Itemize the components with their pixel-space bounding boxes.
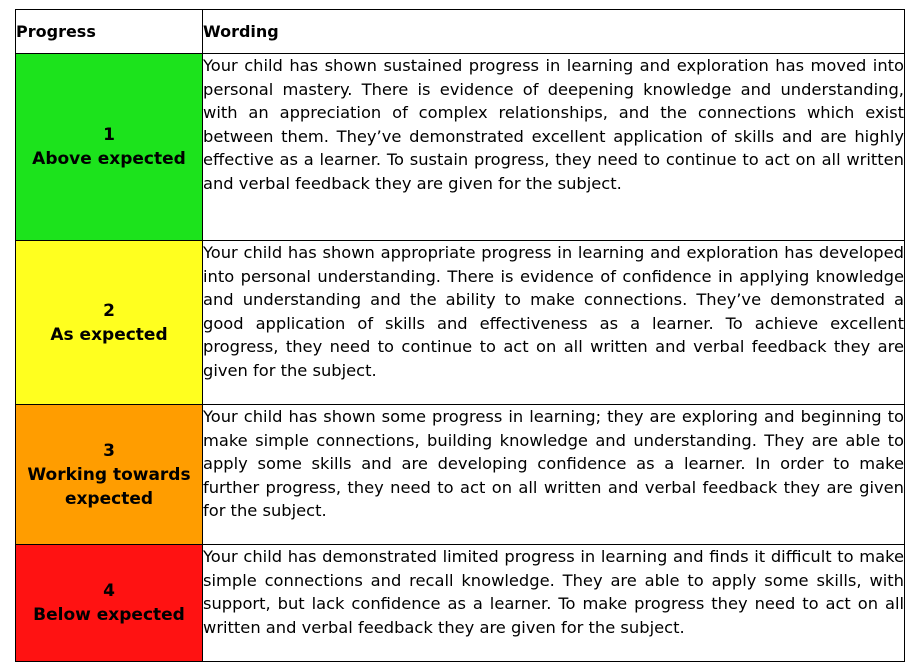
level-number: 4 bbox=[103, 581, 115, 601]
level-label: As expected bbox=[50, 324, 168, 345]
progress-column-header: Progress bbox=[16, 10, 203, 54]
level-cell-working-towards-expected bbox=[16, 405, 203, 545]
wording-cell: Your child has demonstrated limited progress in learning and finds it difficult to make simple connections and recall knowledge. They are able to apply some skills, with support, but lack confidence as a learner. To make progress they need to act on all written and verbal feedback they are given for the subject. bbox=[203, 545, 905, 662]
level-cell-as-expected bbox=[16, 241, 203, 405]
table-header-row bbox=[16, 10, 905, 54]
table-row bbox=[16, 405, 905, 545]
wording-cell: Your child has shown sustained progress in learning and exploration has moved into personal mastery. There is evidence of deepening knowledge and understanding, with an appreciation of complex relationships, and the connections which exist between them. They’ve demonstrated excellent application of skills and are highly effective as a learner. To sustain progress, they need to continue to act on all written and verbal feedback they are given for the subject. bbox=[203, 54, 905, 241]
progress-wording-table bbox=[15, 9, 905, 662]
wording-column-header: Wording bbox=[203, 10, 905, 54]
table-row bbox=[16, 241, 905, 405]
level-number: 2 bbox=[103, 300, 115, 321]
wording-cell: Your child has shown appropriate progress in learning and exploration has developed into personal understanding. There is evidence of confidence in applying knowledge and understanding and the ability to make connections. They’ve demonstrated a good application of skills and effectiveness as a learner. To achieve excellent progress, they need to continue to act on all written and verbal feedback they are given for the subject. bbox=[203, 241, 905, 405]
table-row bbox=[16, 545, 905, 662]
wording-cell: Your child has shown some progress in learning; they are exploring and beginning to make simple connections, building knowledge and understanding. They are able to apply some skills and are developing confidence as a learner. In order to make further progress, they need to act on all written and verbal feedback they are given for the subject. bbox=[203, 405, 905, 545]
level-label: Below expected bbox=[33, 605, 185, 625]
level-cell-above-expected bbox=[16, 54, 203, 241]
level-cell-below-expected bbox=[16, 545, 203, 662]
level-number: 1 bbox=[103, 125, 115, 145]
table-row bbox=[16, 54, 905, 241]
level-label: Above expected bbox=[32, 149, 186, 169]
level-label: Working towards expected bbox=[27, 464, 191, 509]
level-number: 3 bbox=[103, 440, 115, 461]
